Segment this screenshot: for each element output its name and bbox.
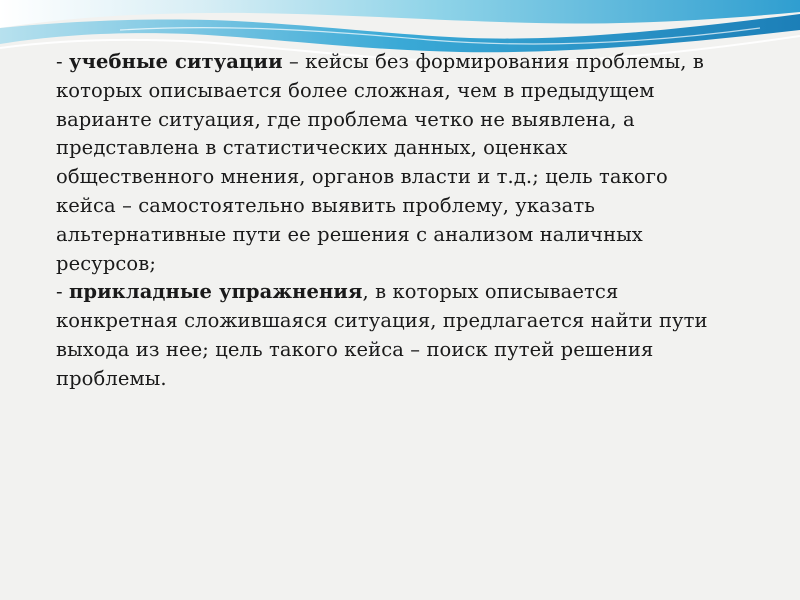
paragraph-applied-exercises xyxy=(56,278,716,393)
dash-prefix: - xyxy=(56,280,69,304)
paragraph-educational-situations xyxy=(56,48,716,278)
term-educational-situations: учебные ситуации xyxy=(69,50,283,73)
slide-text-block xyxy=(56,48,716,394)
paragraph-text: – кейсы без формирования проблемы, в которых описывается более сложная, чем в предыдущем варианте ситуация, где проблема четко не выявлена, а представлена в статистических данных, оценках общественного мнения, органов власти и т.д.; цель такого кейса – самостоятельно выявить проблему, указать альтернативные пути ее решения с анализом наличных ресурсов; xyxy=(56,50,704,275)
paragraph-text: , в которых описывается конкретная сложившаяся ситуация, предлагается найти пути выхода из нее; цель такого кейса – поиск путей решения проблемы. xyxy=(56,280,708,390)
term-applied-exercises: прикладные упражнения xyxy=(69,280,363,304)
dash-prefix: - xyxy=(56,50,69,73)
